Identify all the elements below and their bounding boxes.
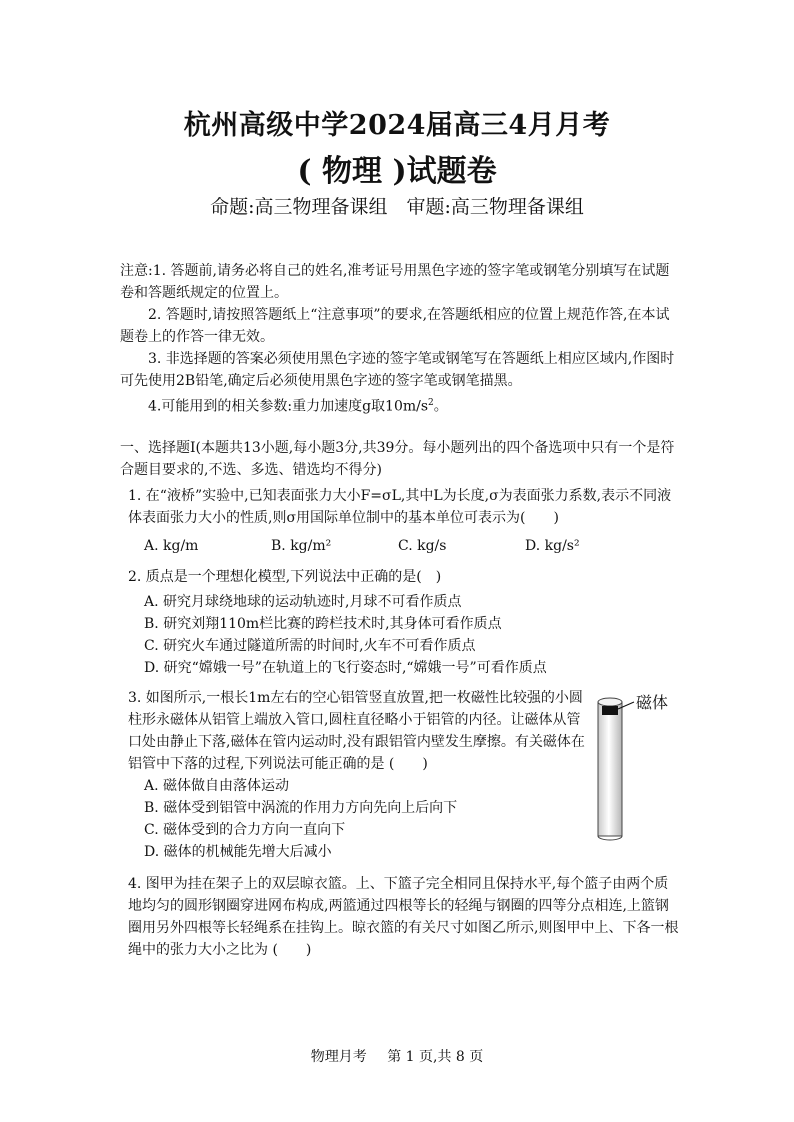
question-1 (128, 485, 680, 557)
notice-line-4-end: 。 (433, 398, 448, 415)
option-c: C. kg/s (398, 538, 447, 554)
page-title: 杭州高级中学2024届高三4月月考 (183, 110, 611, 141)
option-c: C. 研究火车通过隧道所需的时间时,火车不可看作质点 (144, 638, 476, 654)
authors-line: 命题:高三物理备课组 审题:高三物理备课组 (210, 196, 584, 218)
option-b: B. 磁体受到铝管中涡流的作用力方向先向上后向下 (144, 800, 458, 816)
option-b: B. kg/m² (271, 538, 332, 554)
notice-block (120, 260, 680, 418)
question-3-stem: 3. 如图所示,一根长1m左右的空心铝管竖直放置,把一枚磁性比较强的小圆柱形永磁体从铝管上端放入管口,圆柱直径略小于铝管的内径。让磁体从管口处由静止下落,磁体在管内运动时,没有跟铝管内壁发生摩擦。有关磁体在铝管中下落的过程,下列说法可能正确的是 ( ) (128, 690, 585, 772)
option-c: C. 磁体受到的合力方向一直向下 (144, 822, 346, 838)
magnet-icon (602, 706, 618, 715)
question-2-stem: 2. 质点是一个理想化模型,下列说法中正确的是( ) (128, 569, 442, 585)
magnet-label: 磁体 (636, 693, 669, 712)
question-2 (128, 566, 680, 679)
notice-line-2: 2. 答题时,请按照答题纸上“注意事项”的要求,在答题纸相应的位置上规范作答,在本试题卷上的作答一律无效。 (120, 307, 670, 345)
question-3 (128, 687, 593, 863)
page-subtitle: ( 物理 )试题卷 (297, 154, 497, 189)
page-footer (0, 1046, 794, 1066)
notice-line-4-text: 4.可能用到的相关参数:重力加速度g取10m/s (148, 398, 429, 415)
footer-subject: 物理月考 (310, 1049, 367, 1065)
question-4 (128, 873, 680, 961)
notice-line-1: 注意:1. 答题前,请务必将自己的姓名,准考证号用黑色字迹的签字笔或钢笔分别填写在试题卷和答题纸规定的位置上。 (120, 263, 670, 301)
footer-page-number: 第 1 页,共 8 页 (387, 1049, 484, 1065)
question-4-stem: 4. 图甲为挂在架子上的双层晾衣篮。上、下篮子完全相同且保持水平,每个篮子由两个质地均匀的圆形钢圈穿进网布构成,两篮通过四根等长的轻绳与钢圈的四等分点相连,上篮钢圈用另外四根等长轻绳系在挂钩上。晾衣篮的有关尺寸如图乙所示,则图甲中上、下各一根绳中的张力大小之比为 ( ) (128, 876, 679, 958)
aluminum-tube-figure (588, 688, 680, 846)
option-a: A. 磁体做自由落体运动 (144, 778, 290, 794)
question-1-options (128, 535, 680, 557)
option-b: B. 研究刘翔110m栏比赛的跨栏技术时,其身体可看作质点 (144, 616, 502, 632)
option-a: A. kg/m (144, 538, 199, 554)
notice-line-4-sup: 2 (428, 398, 434, 408)
question-1-stem: 1. 在“液桥”实验中,已知表面张力大小F=σL,其中L为长度,σ为表面张力系数,表示不同液体表面张力大小的性质,则σ用国际单位制中的基本单位可表示为( ) (128, 488, 672, 526)
notice-line-3: 3. 非选择题的答案必须使用黑色字迹的签字笔或钢笔写在答题纸上相应区域内,作图时可先使用2B铅笔,确定后必须使用黑色字迹的签字笔或钢笔描黑。 (120, 351, 675, 389)
notice-line-4 (120, 392, 680, 418)
option-d: D. 磁体的机械能先增大后减小 (144, 844, 332, 860)
section-heading: 一、选择题Ⅰ(本题共13小题,每小题3分,共39分。每小题列出的四个备选项中只有一个是符合题目要求的,不选、多选、错选均不得分) (120, 440, 675, 478)
option-d: D. kg/s² (525, 538, 580, 554)
option-d: D. 研究“嫦娥一号”在轨道上的飞行姿态时,“嫦娥一号”可看作质点 (144, 660, 547, 676)
option-a: A. 研究月球绕地球的运动轨迹时,月球不可看作质点 (144, 594, 462, 610)
